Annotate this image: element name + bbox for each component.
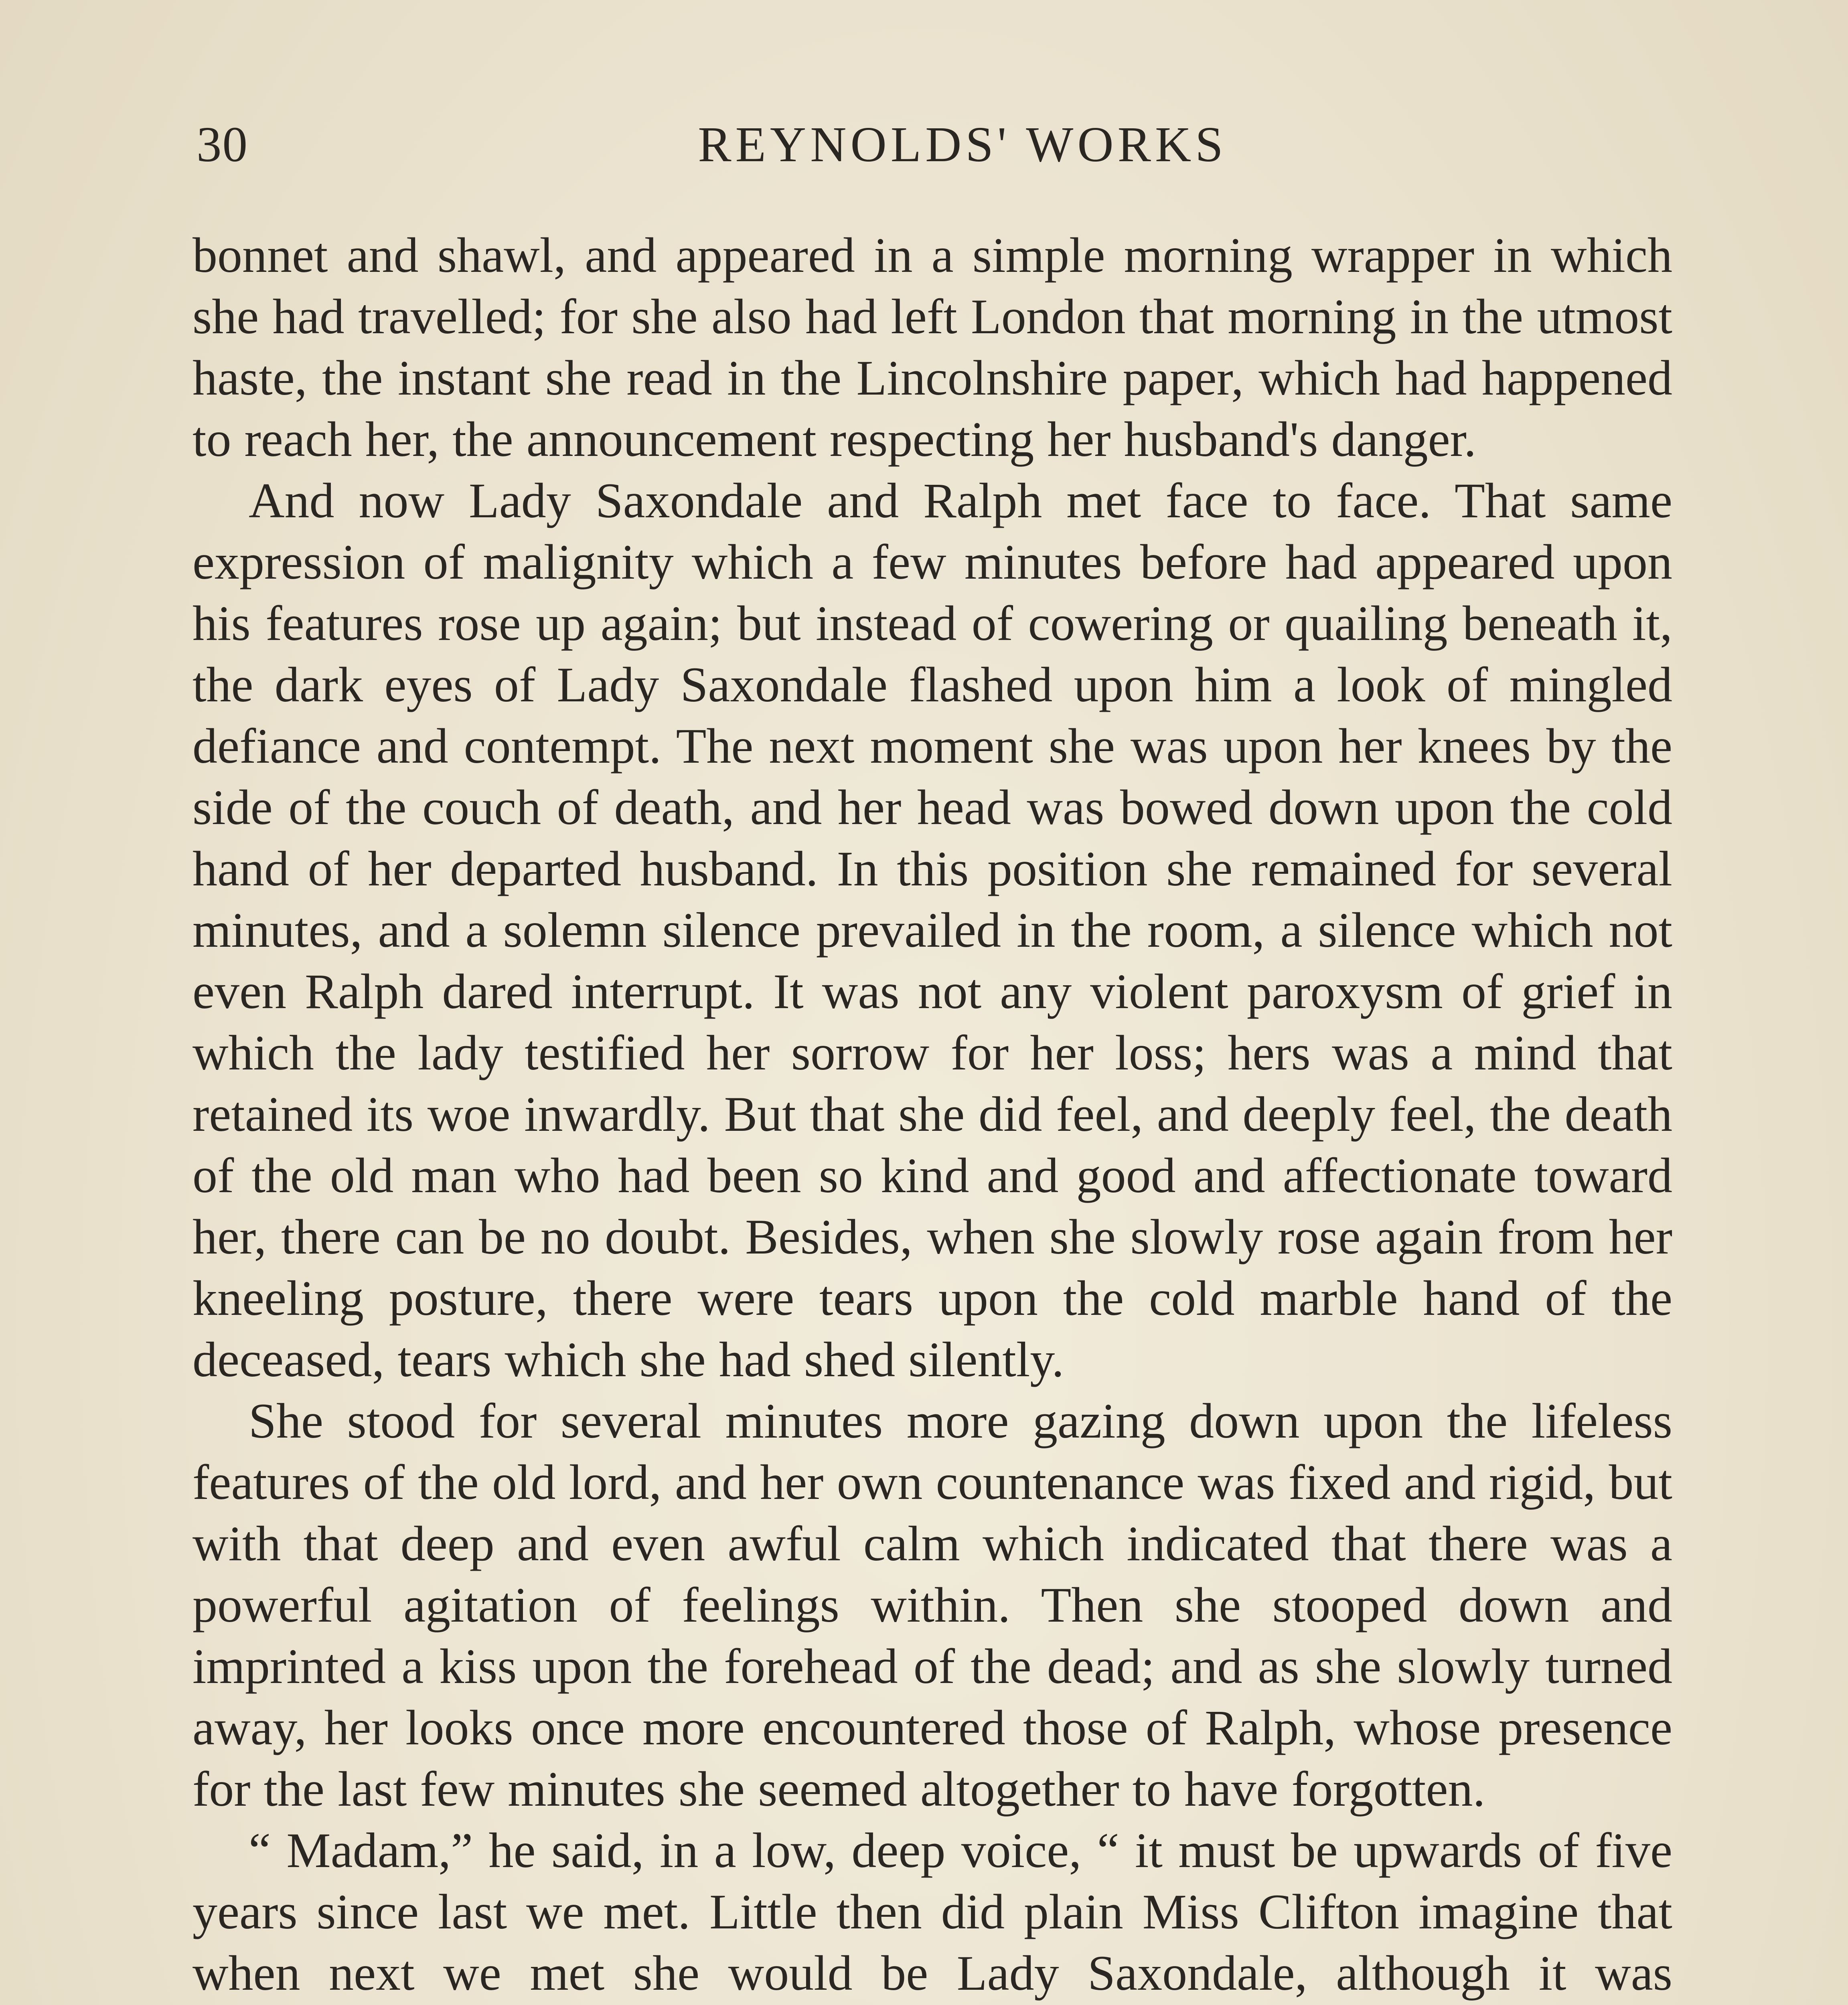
paragraph-dialogue: “ Madam,” he said, in a low, deep voice, “ it must be upwards of five years since last we met. Little then did plain Miss Clifton imagine that when next we met she would be Lady Saxondale, although it was [192,1823,1672,2001]
running-head [197,116,1680,180]
paragraph: And now Lady Saxondale and Ralph met face to face. That same expression of malignity which a few minutes before had appeared upon his features rose up again; but instead of cowering or quailing beneath it, the dark eyes of Lady Saxondale flashed upon him a look of mingled defiance and contempt. The next moment she was upon her knees by the side of the couch of death, and her head was bowed down upon the cold hand of her departed husband. In this position she remained for several minutes, and a solemn silence prevailed in the room, a silence which not even Ralph dared interrupt. It was not any violent paroxysm of grief in which the lady testified her sorrow for her loss; hers was a mind that retained its woe inwardly. But that she did feel, and deeply feel, the death of the old man who had been so kind and good and affectionate toward her, there can be no doubt. Besides, when she slowly rose again from her kneeling posture, there were tears upon the cold marble hand of the deceased, tears which she had shed silently. [192,473,1672,1387]
body-text [192,225,1672,2005]
page-number: 30 [197,117,248,172]
paragraph-continuation: bonnet and shawl, and appeared in a simple morning wrapper in which she had travelled; for she also had left London that morning in the utmost haste, the instant she read in the Lincolnshire paper, which had happened to reach her, the announcement respecting her husband's danger. [192,228,1672,467]
paragraph: She stood for several minutes more gazing down upon the lifeless features of the old lord, and her own countenance was fixed and rigid, but with that deep and even awful calm which indicated that there was a powerful agitation of feelings within. Then she stooped down and imprinted a kiss upon the forehead of the dead; and as she slowly turned away, her looks once more encountered those of Ralph, whose presence for the last few minutes she seemed altogether to have forgotten. [192,1393,1672,1817]
book-title: REYNOLDS' WORKS [698,117,1227,172]
